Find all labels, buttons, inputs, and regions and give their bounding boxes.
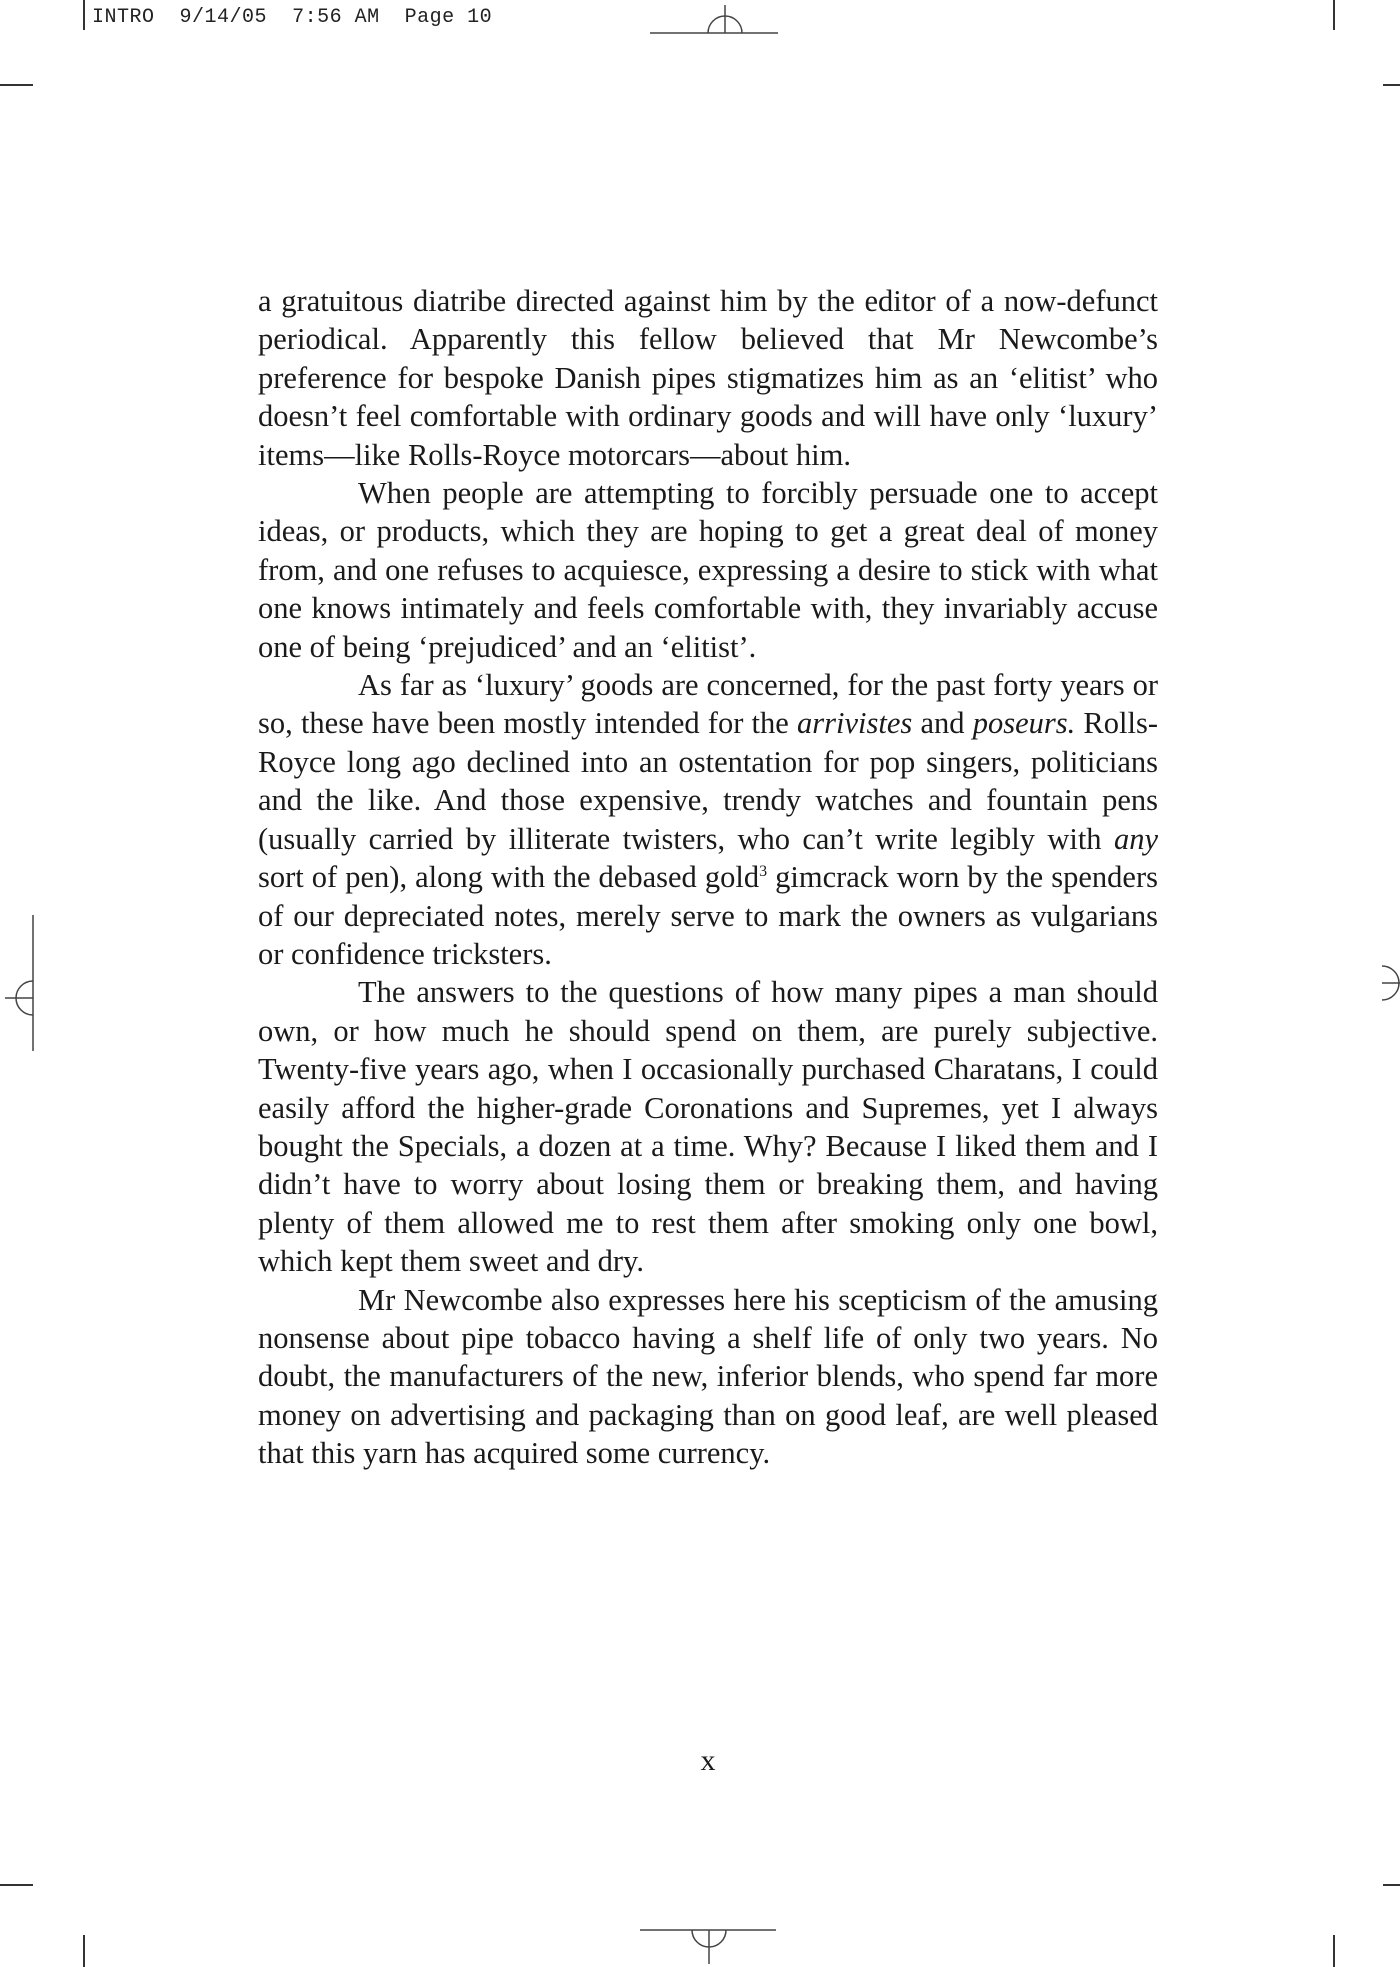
footnote-reference[interactable]: 3 [759,862,768,880]
paragraph-3-text-e: Rolls-Royce long ago declined into an ostentation for pop singers, politicians and the like. And those expensive, trendy watches and fountain pens (usually carried by illiterate twisters, who can’t write legibly with [258,706,1158,856]
paragraph-3-text-g: sort of pen), along with the debased gold [258,860,760,895]
paragraph-3-text-c: and [912,706,973,741]
paragraph-1: a gratuitous diatribe directed against him by the editor of a now-defunct periodical. Apparently this fellow believed that Mr Newcombe’s preference for bespoke Danish pipes stigmatizes him as an ‘elitist’ who doesn’t feel comfortable with ordinary goods and will have only ‘luxury’ items—like Rolls-Royce motorcars—about him. [258,284,1158,472]
registration-mark-left [0,915,36,1055]
print-slug [92,6,492,29]
slug-page: Page 10 [404,6,493,29]
crop-mark-bottom-right-horizontal [1383,1884,1400,1886]
paragraph-4: The answers to the questions of how many pipes a man should own, or how much he should spend on them, are purely subjective. Twenty-five years ago, when I occasionally purchased Charatans, I could easily afford the higher-grade Coronations and Supremes, yet I always bought the Specials, a dozen at a time. Why? Because I liked them and I didn’t have to worry about losing them or breaking them, and having plenty of them allowed me to rest them after smoking only one bowl, which kept them sweet and dry. [258,975,1158,1279]
slug-time: 7:56 AM [292,6,380,29]
italic-poseurs: poseurs. [972,706,1076,741]
crop-mark-bottom-left-horizontal [0,1884,33,1886]
crop-mark-top-left-horizontal [0,84,33,86]
body-text [258,282,1158,1473]
registration-mark-bottom [640,1928,780,1967]
crop-mark-bottom-right-vertical [1333,1935,1335,1967]
registration-mark-right [1380,960,1400,1010]
crop-mark-top-right-horizontal [1383,84,1400,86]
paragraph-3-text-h: gimcrack worn by the spenders of our depreciated notes, merely serve to mark the owners as vulgarians or confidence tricksters. [258,860,1158,971]
page-number: x [700,1744,716,1777]
italic-any: any [1113,821,1158,856]
slug-name: INTRO [92,6,155,29]
italic-arrivistes: arrivistes [797,706,913,741]
paragraph-2: When people are attempting to forcibly persuade one to accept ideas, or products, which they are hoping to get a great deal of money from, and one refuses to acquiesce, expressing a desire to stick with what one knows intimately and feels comfortable with, they invariably accuse one of being ‘prejudiced’ and an ‘elitist’. [258,476,1158,664]
paragraph-3 [258,666,1158,973]
paragraph-5: Mr Newcombe also expresses here his scepticism of the amusing nonsense about pipe tobacco having a shelf life of only two years. No doubt, the manufacturers of the new, inferior blends, who spend far more money on advertising and packaging than on good leaf, are well pleased that this yarn has acquired some currency. [258,1282,1158,1471]
paragraph-3-text-a: As far as ‘luxury’ goods are concerned, for the past forty years or so, these have been mostly intended for the [258,668,1158,741]
registration-mark-top [650,0,780,36]
crop-mark-top-left-vertical [83,0,85,30]
crop-mark-top-right-vertical [1333,0,1335,30]
crop-mark-bottom-left-vertical [83,1935,85,1967]
slug-date: 9/14/05 [179,6,268,29]
